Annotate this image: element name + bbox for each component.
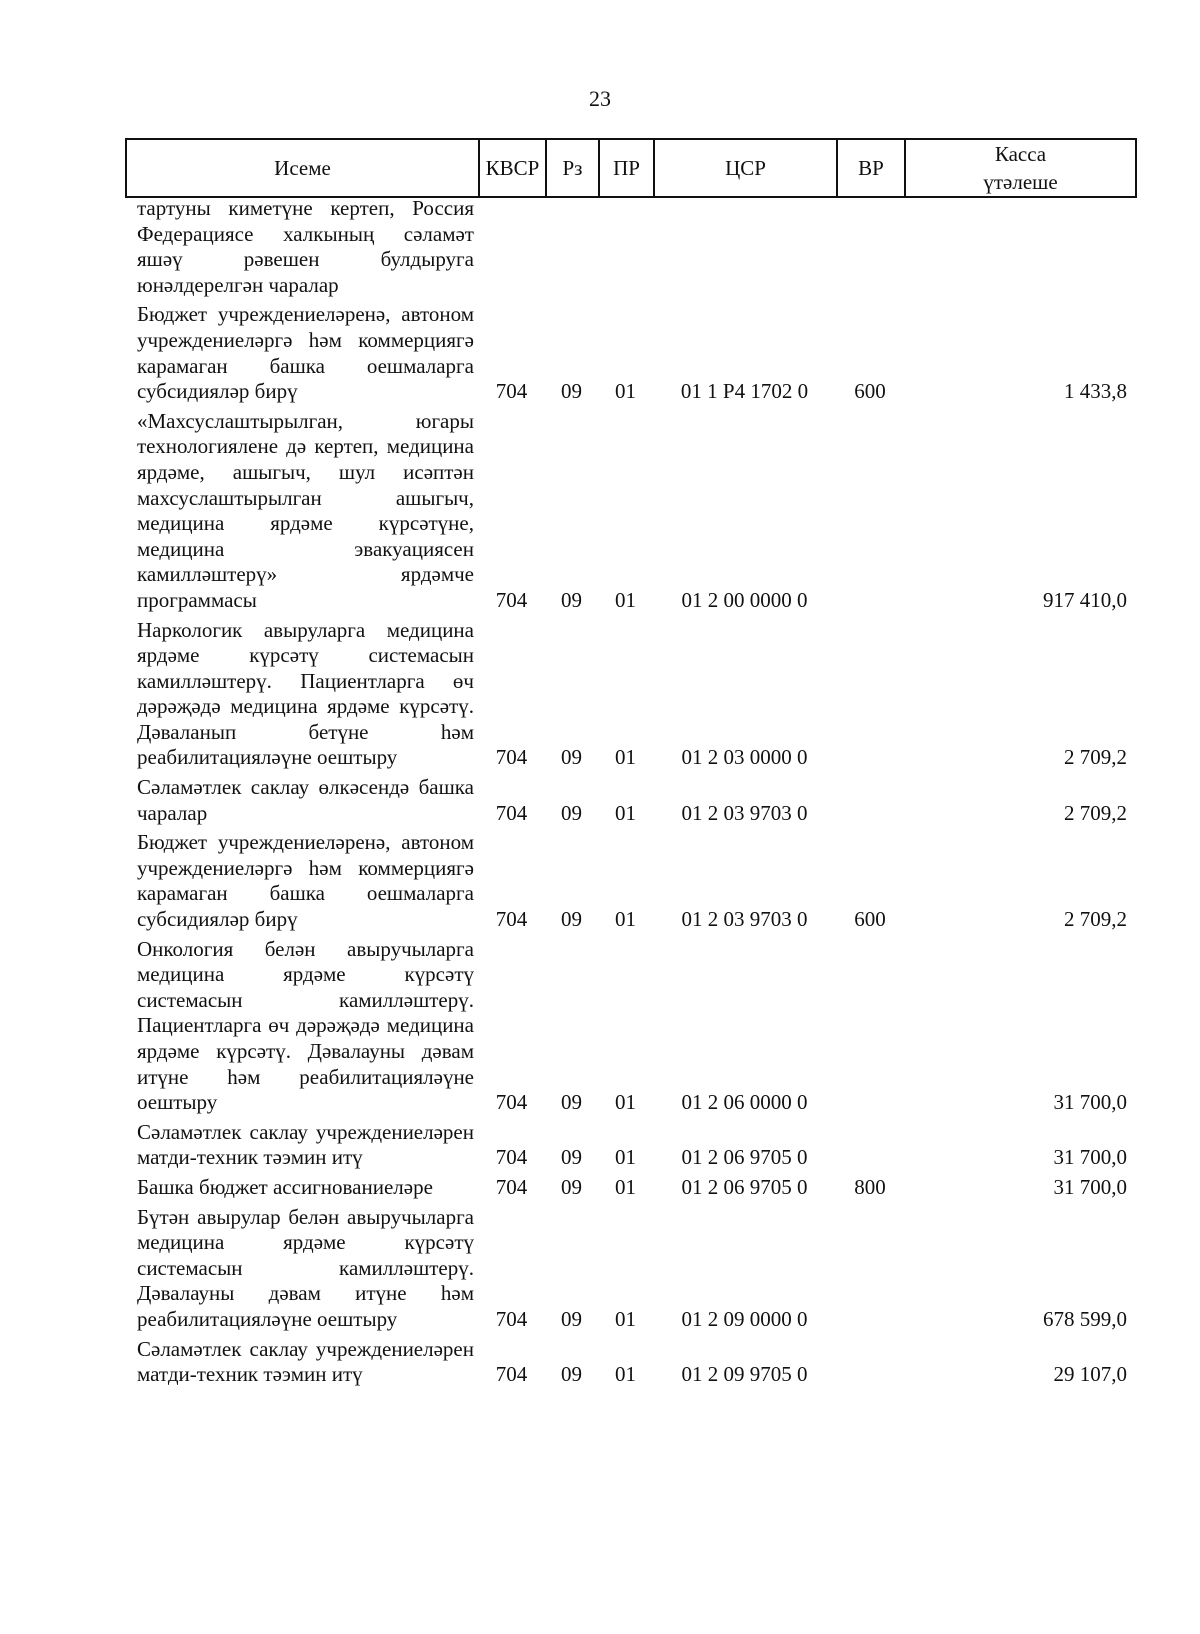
table-row <box>125 1205 1135 1337</box>
cell-rz: 09 <box>561 800 582 825</box>
cell-rz: 09 <box>561 1145 582 1170</box>
cell-vr: 600 <box>854 907 886 932</box>
cell-name: Онкология белән авыручыларга медицина ярдәме күрсәтү системасын камилләштерү. Пациентларга өч дәрәҗәдә медицина ярдәме күрсәтү. Дәвалауны дәвам итүне һәм реабилитацияләүне оештыру <box>137 936 474 1115</box>
cell-name: Наркологик авыруларга медицина ярдәме күрсәтү системасын камилләштерү. Пациентларга өч дәрәҗәдә медицина ярдәме күрсәтү. Дәваланып бетүне һәм реабилитацияләүне оештыру <box>137 617 474 770</box>
cell-kvsr: 704 <box>495 907 528 932</box>
cell-csr <box>653 196 836 302</box>
cell-sum: 31 700,0 <box>1053 1090 1127 1115</box>
cell-pr: 01 <box>615 907 636 932</box>
cell-pr: 01 <box>615 587 636 612</box>
cell-vr <box>836 196 904 302</box>
cell-pr <box>598 196 653 302</box>
cell-name: Сәламәтлек саклау учреждениеләрен матди-техник тәэмин итү <box>137 1336 474 1387</box>
table-row <box>125 1120 1135 1175</box>
cell-sum: 2 709,2 <box>1064 907 1127 932</box>
header-sum: Касса үтәлеше <box>905 139 1136 197</box>
header-rz: Рз <box>546 139 599 197</box>
cell-kvsr: 704 <box>495 1090 528 1115</box>
header-pr: ПР <box>599 139 654 197</box>
cell-rz: 09 <box>561 1362 582 1387</box>
cell-kvsr: 704 <box>495 1145 528 1170</box>
table-row <box>125 775 1135 830</box>
cell-vr <box>836 618 904 776</box>
cell-pr: 01 <box>615 1362 636 1387</box>
cell-vr: 600 <box>854 379 886 404</box>
cell-kvsr: 704 <box>495 1306 528 1331</box>
cell-sum <box>904 196 1135 302</box>
cell-rz: 09 <box>561 907 582 932</box>
cell-pr: 01 <box>615 1090 636 1115</box>
cell-sum: 2 709,2 <box>1064 745 1127 770</box>
table-row <box>125 618 1135 776</box>
cell-rz: 09 <box>561 379 582 404</box>
table-row <box>125 937 1135 1120</box>
cell-pr: 01 <box>615 800 636 825</box>
cell-name: Бүтән авырулар белән авыручыларга медицина ярдәме күрсәтү системасын камилләштерү. Дәвалауны дәвам итүне һәм реабилитацияләүне оештыру <box>137 1204 474 1331</box>
cell-csr: 01 2 00 0000 0 <box>681 587 808 612</box>
cell-csr: 01 2 09 9705 0 <box>681 1362 808 1387</box>
table-row <box>125 1337 1135 1392</box>
header-vr: ВР <box>837 139 905 197</box>
cell-name: Бюджет учреждениеләренә, автоном учреждениеләргә һәм коммерциягә карамаган башка оешмаларга субсидияләр бирү <box>137 830 474 932</box>
cell-vr: 800 <box>854 1174 886 1199</box>
table-row <box>125 409 1135 618</box>
cell-kvsr: 704 <box>495 745 528 770</box>
cell-sum: 2 709,2 <box>1064 800 1127 825</box>
cell-sum: 29 107,0 <box>1053 1362 1127 1387</box>
cell-sum: 678 599,0 <box>1043 1306 1127 1331</box>
cell-csr: 01 2 03 9703 0 <box>681 907 808 932</box>
cell-csr: 01 2 06 9705 0 <box>681 1145 808 1170</box>
cell-rz: 09 <box>561 1306 582 1331</box>
cell-rz: 09 <box>561 587 582 612</box>
cell-kvsr: 704 <box>495 800 528 825</box>
cell-rz: 09 <box>561 1174 582 1199</box>
cell-sum: 1 433,8 <box>1064 379 1127 404</box>
cell-name: «Махсуслаштырылган, югары технологиялене дә кертеп, медицина ярдәме, ашыгыч, шул исәптән махсуслаштырылган ашыгыч, медицина ярдәме күрсәтүне, медицина эвакуациясен камилләштерү» ярдәмче программасы <box>137 408 474 612</box>
cell-name: Башка бюджет ассигнованиеләре <box>137 1174 433 1199</box>
cell-kvsr: 704 <box>495 587 528 612</box>
table-row <box>125 196 1135 302</box>
header-name: Исеме <box>126 139 479 197</box>
cell-pr: 01 <box>615 379 636 404</box>
cell-kvsr: 704 <box>495 1362 528 1387</box>
cell-name: Сәламәтлек саклау учреждениеләрен матди-техник тәэмин итү <box>137 1119 474 1170</box>
cell-pr: 01 <box>615 745 636 770</box>
cell-vr <box>836 1120 904 1175</box>
cell-rz: 09 <box>561 1090 582 1115</box>
page-number: 23 <box>589 86 611 111</box>
cell-kvsr: 704 <box>495 379 528 404</box>
cell-name: Сәламәтлек саклау өлкәсендә башка чаралар <box>137 775 474 825</box>
cell-rz: 09 <box>561 745 582 770</box>
cell-kvsr: 704 <box>495 1174 528 1199</box>
cell-sum: 31 700,0 <box>1053 1174 1127 1199</box>
cell-csr: 01 2 06 9705 0 <box>681 1174 808 1199</box>
cell-csr: 01 2 09 0000 0 <box>681 1306 808 1331</box>
cell-sum: 917 410,0 <box>1043 587 1127 612</box>
cell-vr <box>836 409 904 618</box>
cell-pr: 01 <box>615 1306 636 1331</box>
cell-csr: 01 1 Р4 1702 0 <box>680 379 809 404</box>
cell-pr: 01 <box>615 1174 636 1199</box>
table-row <box>125 302 1135 408</box>
header-csr: ЦСР <box>654 139 837 197</box>
table-row <box>125 830 1135 936</box>
cell-name: тартуны киметүне кертеп, Россия Федерациясе халкының сәламәт яшәү рәвешен булдыруга юнәлдерелгән чаралар <box>137 196 474 297</box>
header-kvsr: КВСР <box>479 139 546 197</box>
cell-sum: 31 700,0 <box>1053 1145 1127 1170</box>
cell-csr: 01 2 03 0000 0 <box>681 745 808 770</box>
table-header <box>125 138 1137 198</box>
cell-kvsr <box>478 196 545 302</box>
cell-name: Бюджет учреждениеләренә, автоном учреждениеләргә һәм коммерциягә карамаган башка оешмаларга субсидияләр бирү <box>137 302 474 404</box>
table-body <box>125 196 1135 1392</box>
cell-rz <box>545 196 598 302</box>
cell-csr: 01 2 06 0000 0 <box>681 1090 808 1115</box>
cell-csr: 01 2 03 9703 0 <box>681 800 808 825</box>
cell-vr <box>836 1337 904 1392</box>
cell-vr <box>836 1205 904 1337</box>
table-row <box>125 1175 1135 1205</box>
cell-pr: 01 <box>615 1145 636 1170</box>
cell-vr <box>836 775 904 830</box>
cell-vr <box>836 937 904 1120</box>
